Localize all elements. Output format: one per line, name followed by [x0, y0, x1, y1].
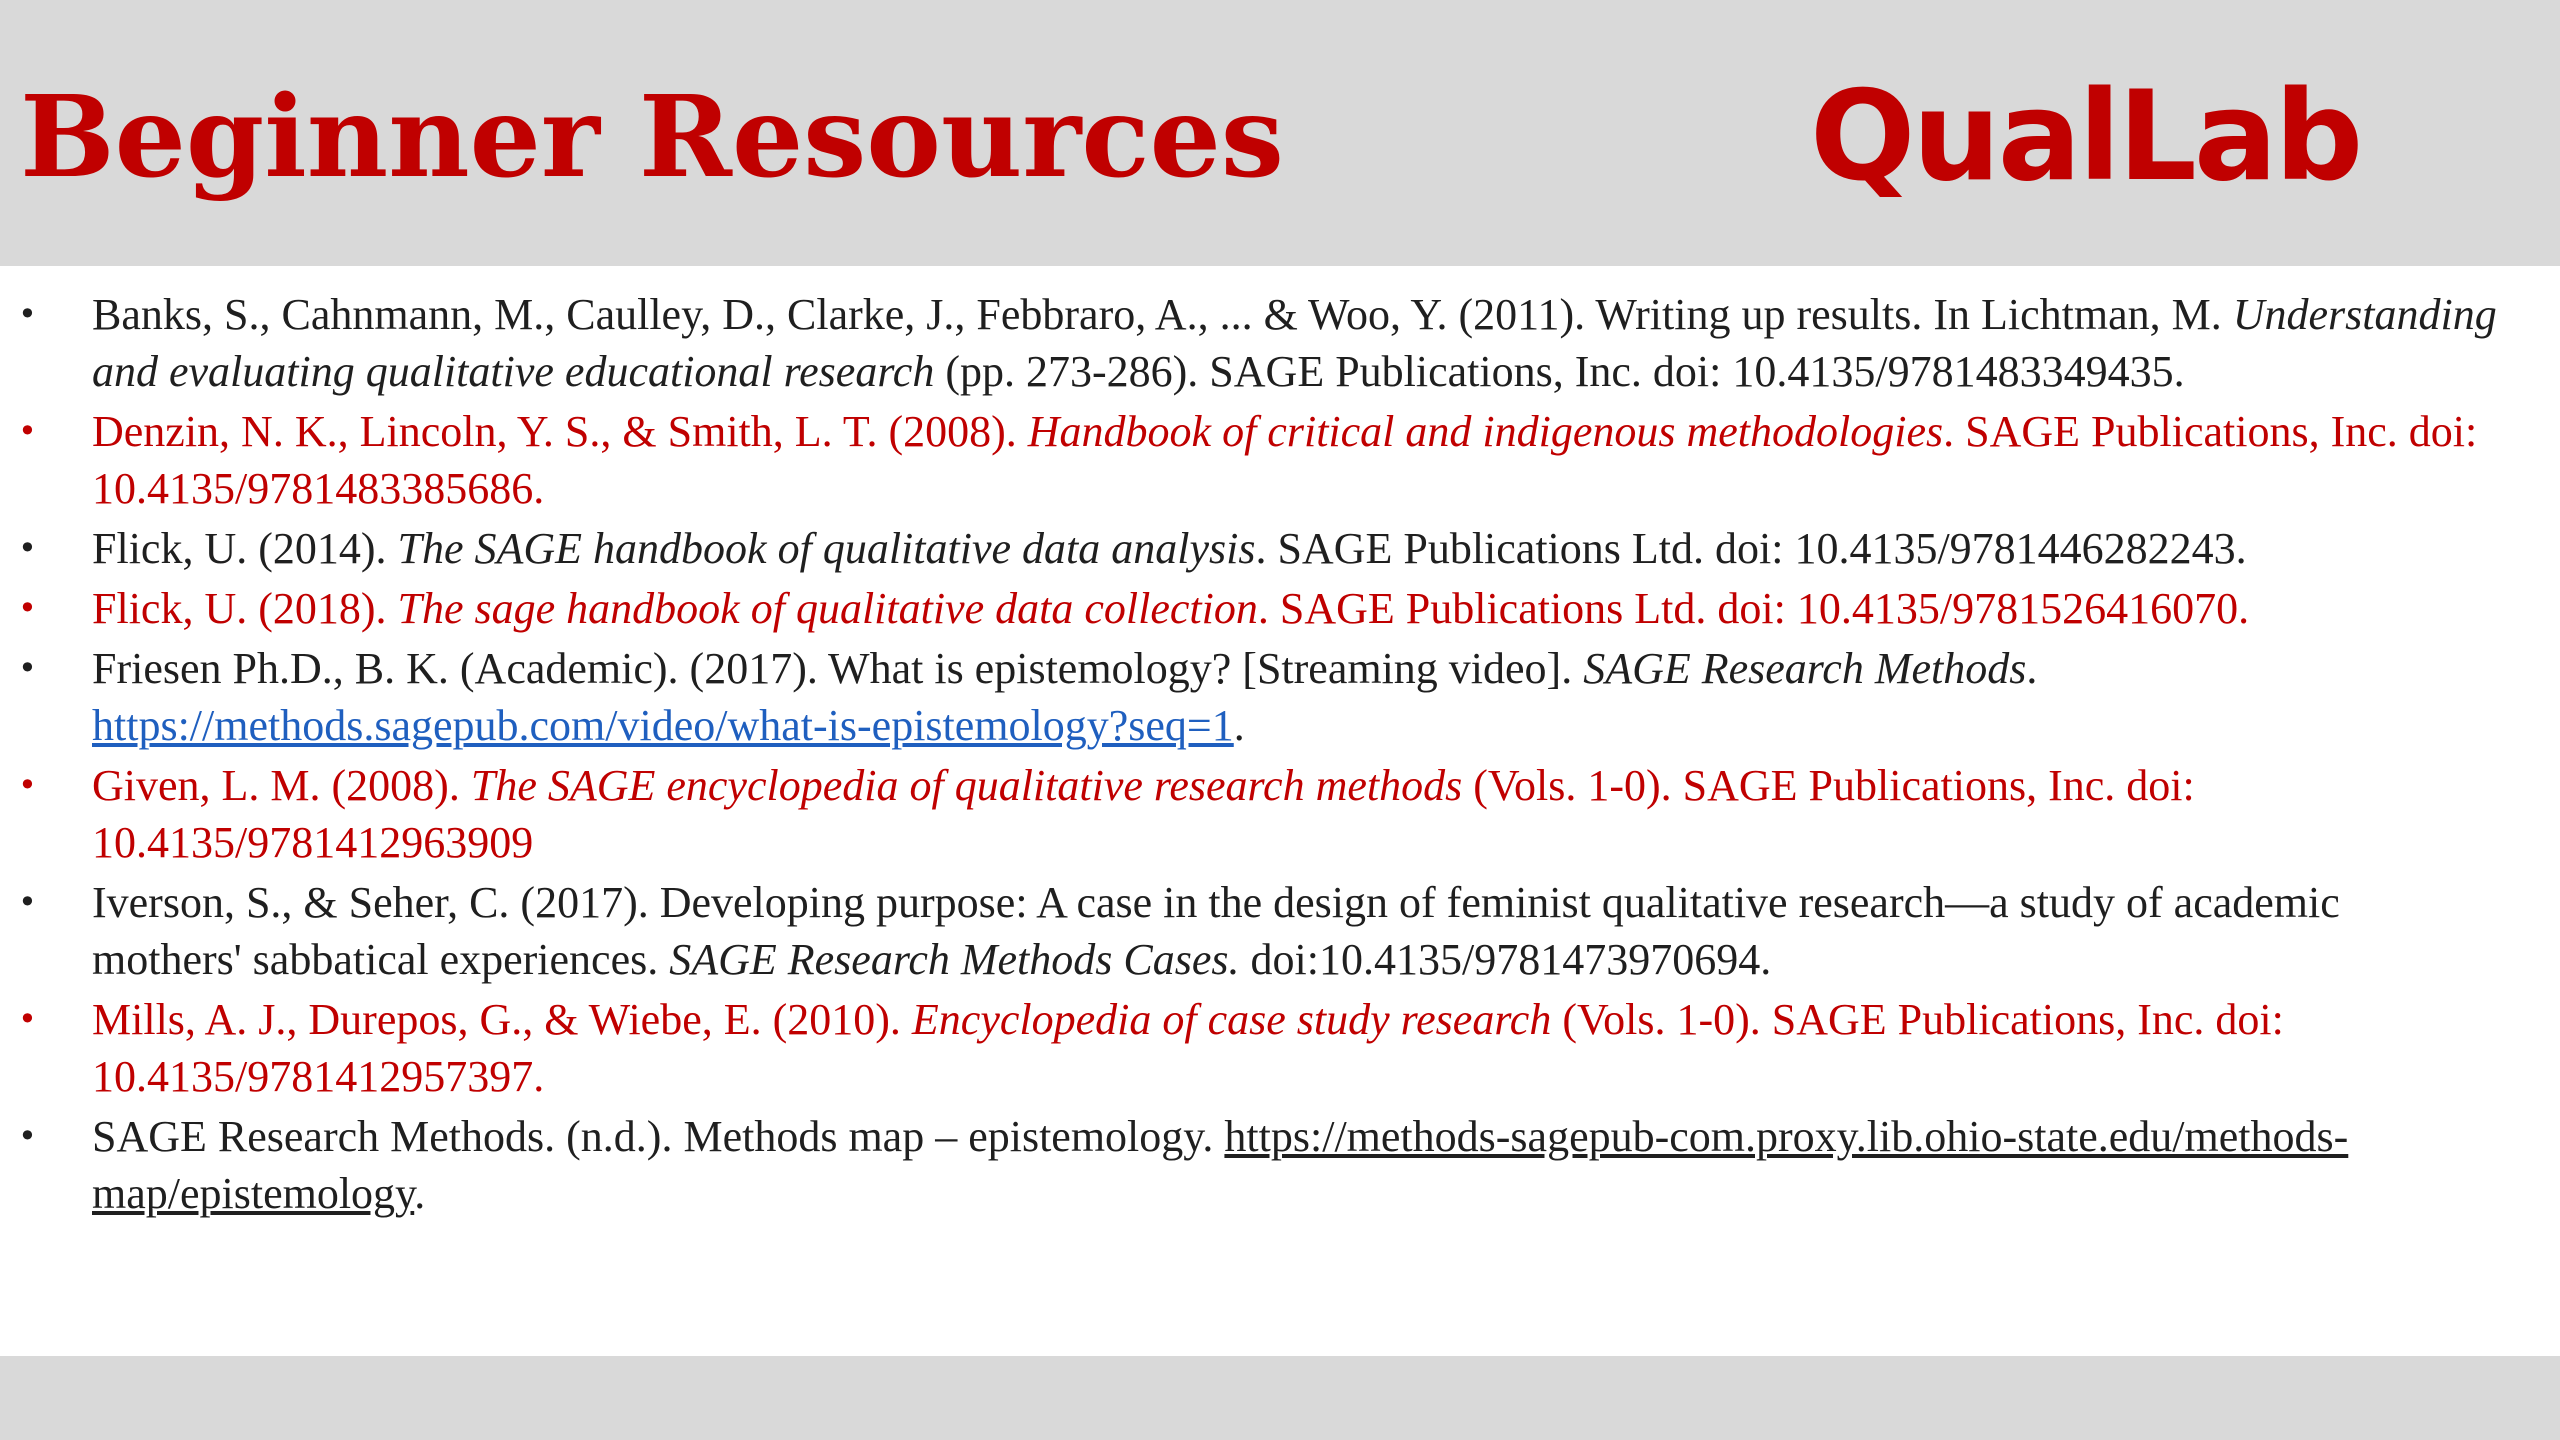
page-title: Beginner Resources — [20, 72, 1284, 203]
bullet-icon: • — [18, 295, 37, 333]
reference-text: Flick, U. (2018). — [92, 584, 398, 633]
reference-text: Friesen Ph.D., B. K. (Academic). (2017). What is epistemology? [Streaming video]. — [92, 644, 1584, 693]
header-band — [0, 0, 2560, 266]
reference-item-flick-2018 — [0, 580, 2500, 637]
reference-text: (Vols. 1-0). SAGE Publications, Inc. doi: 10.4135/9781412963909 — [92, 761, 2195, 867]
reference-text: (Vols. 1-0). SAGE Publications, Inc. doi: 10.4135/9781412957397. — [92, 995, 2284, 1101]
bullet-icon: • — [18, 529, 37, 567]
footer-band — [0, 1356, 2560, 1440]
reference-text: Banks, S., Cahnmann, M., Caulley, D., Clarke, J., Febbraro, A., ... & Woo, Y. (2011). Writing up results. In Lichtman, M. — [92, 290, 2233, 339]
reference-list — [0, 286, 2500, 1225]
bullet-icon: • — [18, 1117, 37, 1155]
reference-text: SAGE Research Methods. (n.d.). Methods map – epistemology. — [92, 1112, 1225, 1161]
reference-title: Understanding and evaluating qualitative educational research — [92, 290, 2497, 396]
reference-text: doi:10.4135/9781473970694. — [1239, 935, 1772, 984]
reference-item-mills — [0, 991, 2500, 1105]
reference-text: Given, L. M. (2008). — [92, 761, 471, 810]
reference-text: . SAGE Publications Ltd. doi: 10.4135/9781446282243. — [1255, 524, 2247, 573]
bullet-icon: • — [18, 1000, 37, 1038]
reference-item-friesen — [0, 640, 2500, 754]
bullet-icon: • — [18, 883, 37, 921]
reference-title: Encyclopedia of case study research — [911, 995, 1552, 1044]
reference-text: . SAGE Publications, Inc. doi: 10.4135/9781483385686. — [92, 407, 2478, 513]
reference-title: Handbook of critical and indigenous methodologies — [1027, 407, 1944, 456]
reference-item-banks — [0, 286, 2500, 400]
bullet-icon: • — [18, 649, 37, 687]
reference-text: . — [1233, 701, 1245, 750]
reference-text: (pp. 273-286). SAGE Publications, Inc. doi: 10.4135/9781483349435. — [934, 347, 2185, 396]
quallab-logo: QualLab — [1810, 65, 2361, 209]
reference-link-methods-map[interactable]: https://methods-sagepub-com.proxy.lib.ohio-state.edu/methods-map/epistemology — [92, 1112, 2349, 1218]
reference-text: . — [414, 1169, 426, 1218]
bullet-icon: • — [18, 412, 37, 450]
bullet-icon: • — [18, 589, 37, 627]
reference-text: Flick, U. (2014). — [92, 524, 398, 573]
reference-text: Denzin, N. K., Lincoln, Y. S., & Smith, L. T. (2008). — [92, 407, 1028, 456]
reference-item-given — [0, 757, 2500, 871]
reference-text: Mills, A. J., Durepos, G., & Wiebe, E. (2010). — [92, 995, 912, 1044]
bullet-icon: • — [18, 766, 37, 804]
reference-item-iverson — [0, 874, 2500, 988]
reference-item-sage-methods-map — [0, 1108, 2500, 1222]
reference-title: The SAGE handbook of qualitative data analysis — [397, 524, 1256, 573]
reference-title: The SAGE encyclopedia of qualitative research methods — [470, 761, 1463, 810]
reference-title: SAGE Research Methods Cases. — [669, 935, 1240, 984]
reference-text: . SAGE Publications Ltd. doi: 10.4135/9781526416070. — [1257, 584, 2250, 633]
reference-text: . — [2026, 644, 2038, 693]
reference-text: Iverson, S., & Seher, C. (2017). Developing purpose: A case in the design of feminist qualitative research—a study of academic mothers' sabbatical experiences. — [92, 878, 2340, 984]
reference-title: SAGE Research Methods — [1583, 644, 2027, 693]
reference-item-denzin — [0, 403, 2500, 517]
reference-item-flick-2014 — [0, 520, 2500, 577]
reference-title: The sage handbook of qualitative data collection — [397, 584, 1258, 633]
reference-link-video[interactable]: https://methods.sagepub.com/video/what-is-epistemology?seq=1 — [92, 701, 1234, 750]
